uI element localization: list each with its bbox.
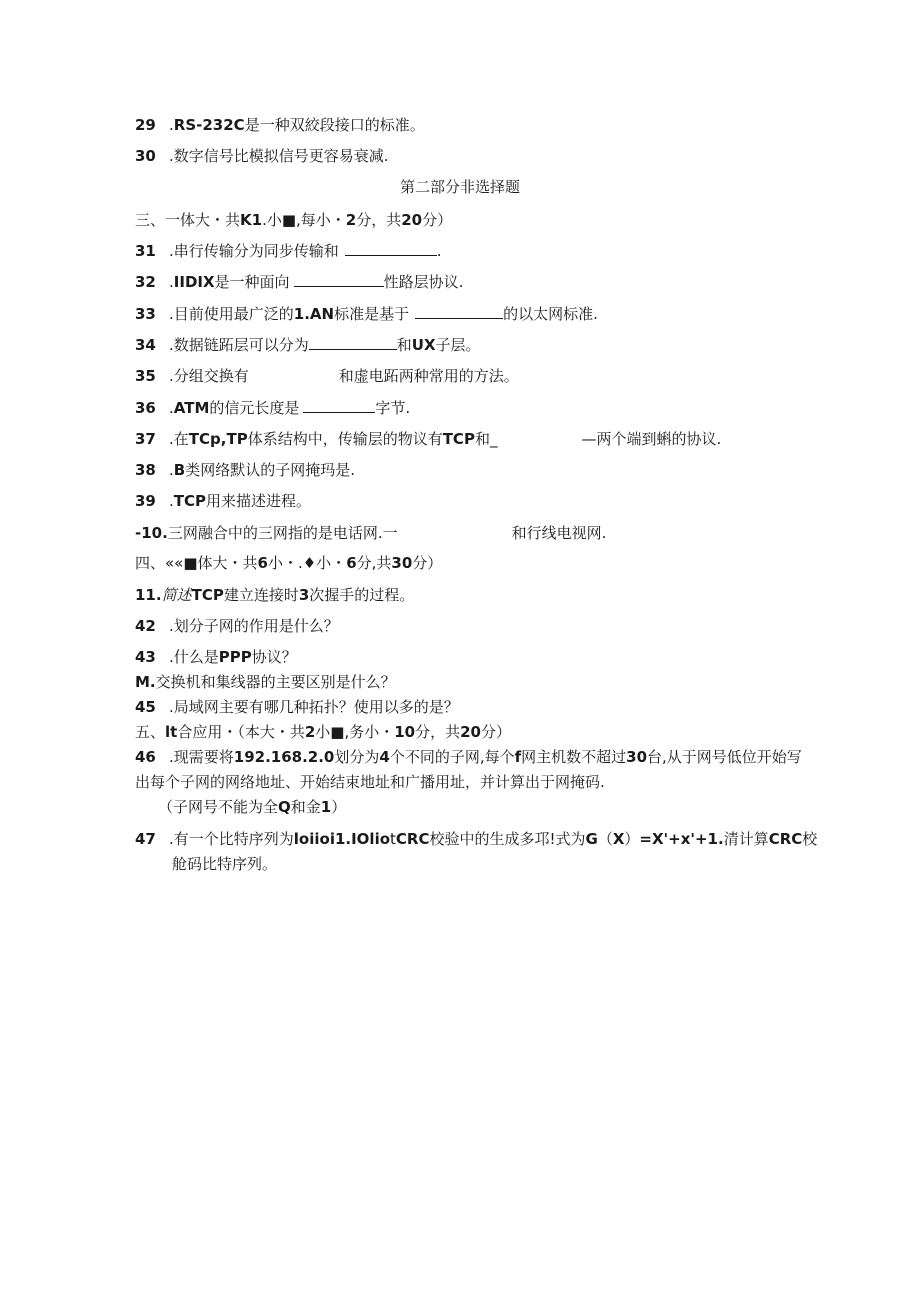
question-text: 校 — [802, 830, 818, 848]
question-number: 47 — [135, 830, 156, 848]
question-text: 校验中的生成多邛!式为 — [429, 830, 586, 848]
question-number: 42 — [135, 617, 156, 635]
question-text: 和_ — [474, 430, 498, 448]
question-term: CRC — [768, 830, 803, 848]
heading-text: 分，共 — [415, 723, 461, 741]
question-term: f — [514, 748, 522, 766]
question-text: 网主机数不超过 — [521, 748, 627, 766]
question-term: UX — [411, 336, 436, 354]
question-term: TCP — [173, 492, 207, 510]
question-text: .目前使用最广泛的 — [169, 305, 294, 323]
question-text: t — [390, 830, 396, 848]
question-number: 43 — [135, 648, 156, 666]
question-text: . — [169, 273, 174, 291]
heading-text: K1 — [240, 211, 263, 229]
question-term: 192.168.2.0 — [233, 748, 335, 766]
heading-text: 30 — [391, 554, 413, 572]
heading-text: 2 — [304, 723, 316, 741]
question-number: 33 — [135, 305, 156, 323]
heading-text: 分,共 — [356, 554, 392, 572]
section-title: 第二部分非选择题 — [399, 178, 520, 196]
question-text: 协议？ — [251, 648, 297, 666]
question-number: 32 — [135, 273, 156, 291]
question-text: . — [169, 492, 174, 510]
question-number: 11. — [135, 586, 162, 604]
question-text: .局域网主要有哪几种拓扑？使用以多的是？ — [169, 698, 459, 716]
heading-text: .小■,每小・ — [262, 211, 346, 229]
question-text: .分组交换有 — [169, 367, 249, 385]
question-29 — [135, 115, 425, 135]
question-text: . — [436, 242, 442, 260]
question-term: 4 — [379, 748, 390, 766]
question-number: 38 — [135, 461, 156, 479]
question-43 — [135, 647, 297, 667]
question-text: .串行传输分为同步传输和 — [169, 242, 339, 260]
question-term: G — [585, 830, 598, 848]
section-5-heading — [135, 722, 511, 742]
heading-text: 6 — [257, 554, 268, 572]
heading-text: 分，共 — [356, 211, 402, 229]
question-term: =X'+x'+1. — [639, 830, 724, 848]
question-37 — [135, 429, 721, 449]
question-text: 字节. — [375, 399, 411, 417]
heading-text: 小■,务小・ — [315, 723, 395, 741]
heading-text: 分） — [422, 211, 453, 229]
question-term: loiioi1.IOlio — [293, 830, 391, 848]
question-text: .有一个比特序列为 — [169, 830, 294, 848]
question-text: . — [169, 461, 174, 479]
question-text: 个不同的子网,每个 — [389, 748, 515, 766]
question-term: X — [612, 830, 625, 848]
answer-blank — [415, 304, 503, 319]
question-number: 37 — [135, 430, 156, 448]
question-text: 和虚电跖两种常用的方法。 — [338, 367, 519, 385]
question-term: TCp,TP — [188, 430, 248, 448]
question-text: 子层。 — [435, 336, 481, 354]
question-text: （ — [597, 830, 613, 848]
question-term: 3 — [298, 586, 310, 604]
heading-text: 五、 — [135, 723, 166, 741]
question-text: ） — [624, 830, 640, 848]
answer-blank — [309, 335, 397, 350]
question-number: 46 — [135, 748, 156, 766]
question-text: 的信元长度是 — [209, 399, 300, 417]
question-text: .什么是 — [169, 648, 219, 666]
question-text: 标准是基于 — [334, 305, 410, 323]
question-text: 是一种面向 — [214, 273, 290, 291]
question-term: RS-232C — [173, 116, 245, 134]
question-term: IIDIX — [173, 273, 215, 291]
question-31 — [135, 241, 442, 261]
question-34 — [135, 335, 481, 355]
question-46-line-2: 出每个子网的网络地址、开始结束地址和广播用址，并计算出于网掩码. — [135, 773, 605, 791]
question-number: 31 — [135, 242, 156, 260]
question-term: TCP — [442, 430, 475, 448]
question-text: .划分子网的作用是什么？ — [169, 617, 339, 635]
question-38 — [135, 460, 355, 480]
question-number: 45 — [135, 698, 156, 716]
question-text: .现需要将 — [169, 748, 234, 766]
question-39 — [135, 491, 311, 511]
question-term: 1 — [320, 798, 332, 816]
question-text: 清计算 — [723, 830, 769, 848]
question-text: ） — [331, 798, 347, 816]
question-text: 体系结构中，传输层的物议有 — [247, 430, 443, 448]
question-text: 划分为 — [334, 748, 380, 766]
question-33 — [135, 304, 598, 324]
question-35 — [135, 366, 519, 386]
question-text: 和 — [396, 336, 412, 354]
question-text: —两个端到蝌的协议. — [581, 430, 722, 448]
question-number: 30 — [135, 147, 156, 165]
question-text: 交换机和集线器的主要区别是什么？ — [155, 673, 396, 691]
heading-text: 小・.♦小・ — [267, 554, 347, 572]
question-term: Q — [278, 798, 291, 816]
heading-text: 6 — [346, 554, 357, 572]
section-4-heading — [135, 553, 442, 573]
heading-text: lt — [165, 723, 178, 741]
question-text: 建立连接时 — [223, 586, 299, 604]
answer-blank — [345, 241, 437, 256]
question-46 — [135, 747, 802, 767]
question-32 — [135, 272, 463, 292]
question-number: 36 — [135, 399, 156, 417]
question-number: 35 — [135, 367, 156, 385]
question-30 — [135, 146, 389, 166]
heading-text: 三、一体大・共 — [135, 211, 241, 229]
heading-text: 分） — [412, 554, 443, 572]
section-3-heading — [135, 210, 452, 230]
question-40 — [135, 523, 606, 543]
question-text: 台,从于网号低位开始写 — [647, 748, 802, 766]
question-term: B — [173, 461, 186, 479]
heading-text: 10 — [394, 723, 416, 741]
question-text: 用来描述进程。 — [206, 492, 312, 510]
question-46-line-3 — [158, 797, 346, 817]
question-text: 次握手的过程。 — [309, 586, 415, 604]
question-42 — [135, 616, 339, 636]
answer-blank — [294, 272, 384, 287]
question-term: CRC — [395, 830, 430, 848]
question-number: -10. — [135, 524, 168, 542]
question-text: （子网号不能为全 — [158, 798, 279, 816]
heading-text: 分） — [481, 723, 512, 741]
question-text: 性路层协议. — [383, 273, 464, 291]
question-text: 和金 — [290, 798, 321, 816]
question-number: M. — [135, 673, 156, 691]
question-text: 和行线电视网. — [511, 524, 607, 542]
question-text: .数字信号比模拟信号更容易衰减. — [169, 147, 389, 165]
question-text: 的以太网标准. — [503, 305, 598, 323]
question-44 — [135, 672, 396, 692]
heading-text: 四、««■体大・共 — [135, 554, 258, 572]
question-text: . — [169, 399, 174, 417]
question-number: 39 — [135, 492, 156, 510]
question-term: ATM — [173, 399, 210, 417]
answer-blank — [303, 398, 375, 413]
question-term: PPP — [218, 648, 252, 666]
heading-text: 2 — [345, 211, 357, 229]
question-text: 是一种双絞段接口的标准。 — [244, 116, 425, 134]
question-term: TCP — [191, 586, 224, 604]
question-47-line-2: 舱码比特序列。 — [172, 855, 278, 873]
question-term: 1.AN — [293, 305, 335, 323]
question-text: .在 — [169, 430, 189, 448]
question-text: 三网融合中的三网指的是电话网.一 — [167, 524, 398, 542]
question-36 — [135, 398, 410, 418]
question-45 — [135, 697, 459, 717]
heading-text: 20 — [401, 211, 423, 229]
heading-text: 合应用・（本大・共 — [177, 723, 305, 741]
question-number: 34 — [135, 336, 156, 354]
question-47 — [135, 829, 817, 849]
question-number: 29 — [135, 116, 156, 134]
question-text: 简述 — [161, 586, 192, 604]
question-text: . — [169, 116, 174, 134]
question-text: .数据链跖层可以分为 — [169, 336, 309, 354]
heading-text: 20 — [460, 723, 481, 741]
question-41 — [135, 585, 414, 605]
question-term: 30 — [626, 748, 648, 766]
question-text: 类网络默认的子网掩玛是. — [185, 461, 355, 479]
